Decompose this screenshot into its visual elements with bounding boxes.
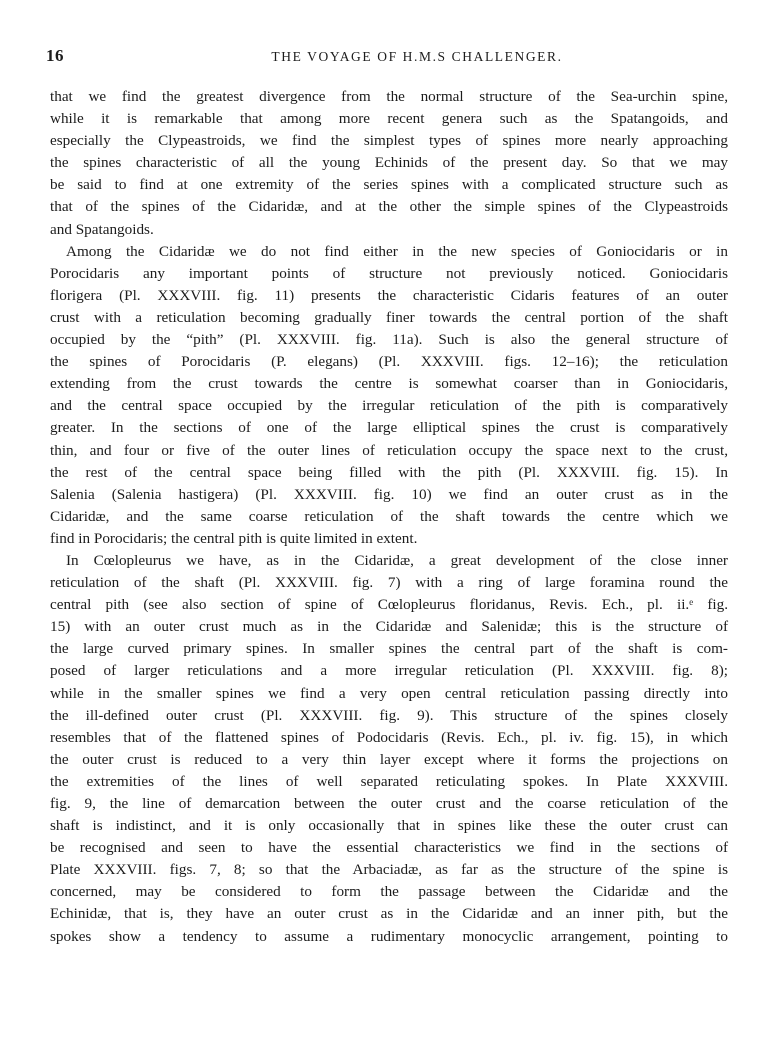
paragraph-2 xyxy=(50,241,728,550)
text-line: be recognised and seen to have the essential characteristics we find in the sections of xyxy=(50,839,728,857)
text-line: resembles that of the flattened spines of Podocidaris (Revis. Ech., pl. iv. fig. 15), in which xyxy=(50,728,728,746)
text-line: and the central space occupied by the irregular reticulation of the pith is comparatively xyxy=(50,397,728,415)
text-line: the outer crust is reduced to a very thin layer except where it forms the projections on xyxy=(50,750,728,768)
page-header xyxy=(46,46,728,70)
text-line: 15) with an outer crust much as in the Cidaridæ and Salenidæ; this is the structure of xyxy=(50,618,728,636)
text-line: be said to find at one extremity of the series spines with a complicated structure such as xyxy=(50,176,728,194)
text-line: extending from the crust towards the centre is somewhat coarser than in Goniocidaris, xyxy=(50,375,728,393)
text-line: shaft is indistinct, and it is only occasionally that in spines like these the outer crust can xyxy=(50,817,728,835)
text-line: Porocidaris any important points of structure not previously noticed. Goniocidaris xyxy=(50,264,728,282)
text-line: find in Porocidaris; the central pith is quite limited in extent. xyxy=(50,529,418,547)
text-line: the large curved primary spines. In smaller spines the central part of the shaft is com- xyxy=(50,640,728,658)
text-line: fig. 9, the line of demarcation between the outer crust and the coarse reticulation of the xyxy=(50,795,728,812)
text-line: greater. In the sections of one of the large elliptical spines the crust is comparatively xyxy=(50,419,728,437)
text-line: the spines of Porocidaris (P. elegans) (Pl. XXXVIII. figs. 12–16); the reticulation xyxy=(50,353,728,371)
text-line: while in the smaller spines we find a very open central reticulation passing directly into xyxy=(50,684,728,702)
text-line: especially the Clypeastroids, we find the simplest types of spines more nearly approaching xyxy=(50,132,728,150)
text-line: the extremities of the lines of well separated reticulating spokes. In Plate XXXVIII. xyxy=(50,772,728,790)
page-number: 16 xyxy=(46,46,64,65)
text-line: Cidaridæ, and the same coarse reticulation of the shaft towards the centre which we xyxy=(50,507,728,525)
text-line: the spines characteristic of all the young Echinids of the present day. So that we may xyxy=(50,154,728,172)
text-line: thin, and four or five of the outer lines of reticulation occupy the space next to the crust, xyxy=(50,441,728,459)
text-line: the rest of the central space being filled with the pith (Pl. XXXVIII. fig. 15). In xyxy=(50,463,728,481)
text-line: spokes show a tendency to assume a rudimentary monocyclic arrangement, pointing to xyxy=(50,927,728,945)
text-line: florigera (Pl. XXXVIII. fig. 11) presents the characteristic Cidaris features of an outer xyxy=(50,286,728,304)
text-line: posed of larger reticulations and a more irregular reticulation (Pl. XXXVIII. fig. 8); xyxy=(50,662,728,680)
text-line: and Spatangoids. xyxy=(50,220,154,238)
text-line: In Cœlopleurus we have, as in the Cidaridæ, a great development of the close inner xyxy=(66,551,728,569)
body-text xyxy=(50,86,728,948)
text-line: occupied by the “pith” (Pl. XXXVIII. fig. 11a). Such is also the general structure of xyxy=(50,331,728,349)
text-line: that of the spines of the Cidaridæ, and at the other the simple spines of the Clypeastroids xyxy=(50,198,728,216)
paragraph-1 xyxy=(50,86,728,241)
text-line: Plate XXXVIII. figs. 7, 8; so that the Arbaciadæ, as far as the structure of the spine is xyxy=(50,861,728,879)
text-line: Among the Cidaridæ we do not find either in the new species of Goniocidaris or in xyxy=(66,242,728,260)
paragraph-3 xyxy=(50,550,728,948)
text-line: Echinidæ, that is, they have an outer crust as in the Cidaridæ and an inner pith, but the xyxy=(50,905,728,923)
text-line: that we find the greatest divergence from the normal structure of the Sea-urchin spine, xyxy=(50,88,728,105)
text-line: Salenia (Salenia hastigera) (Pl. XXXVIII. fig. 10) we find an outer crust as in the xyxy=(50,485,728,503)
running-head: THE VOYAGE OF H.M.S CHALLENGER. xyxy=(271,49,563,64)
text-line: crust with a reticulation becoming gradually finer towards the central portion of the shaft xyxy=(50,308,728,326)
text-line: reticulation of the shaft (Pl. XXXVIII. fig. 7) with a ring of large foramina round the xyxy=(50,574,728,592)
text-line: the ill-defined outer crust (Pl. XXXVIII. fig. 9). This structure of the spines closely xyxy=(50,706,728,724)
text-line: concerned, may be considered to form the passage between the Cidaridæ and the xyxy=(50,883,728,901)
text-line: while it is remarkable that among more recent genera such as the Spatangoids, and xyxy=(50,110,728,128)
text-line: central pith (see also section of spine of Cœlopleurus floridanus, Revis. Ech., pl. ii.ᵉ fig. xyxy=(50,596,728,614)
